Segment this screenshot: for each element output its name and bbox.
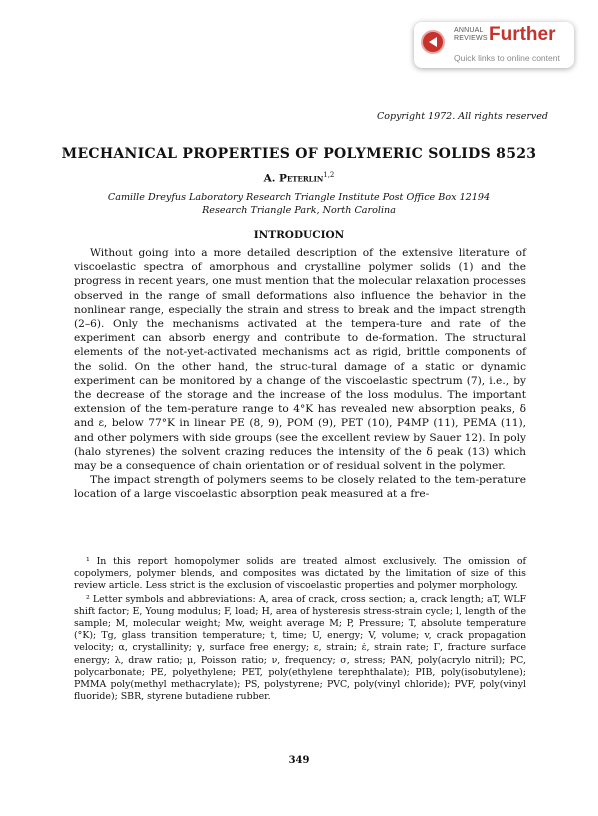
copyright-line: Copyright 1972. All rights reserved (377, 111, 548, 122)
page-number: 349 (288, 755, 310, 766)
author-name: A. Peterlin (263, 172, 324, 185)
footnote: ² Letter symbols and abbreviations: A, area of crack, cross section; a, crack length; aT, WLF shift factor; E, Young modulus; F, load; H, area of hysteresis stress-strain cycle; l, length of the sample; M, molecular weight; Mw, weight average M; P, Pressure; T, absolute temperature (°K); Tg, glass transition temperature; t, time; U, energy; V, volume; v, crack propagation velocity; α, crystallinity; γ, surface free energy; ε, strain; ε̇, strain rate; Γ, fracture surface energy; λ, draw ratio; μ, Poisson ratio; ν, frequency; σ, stress; PAN, poly(acrylo nitril); PC, polycarbonate; PE, polyethylene; PET, poly(ethylene terephthalate); PIB, poly(isobutylene); PMMA poly(methyl methacrylate); PS, polystyrene; PVC, poly(vinyl chloride); PVF, poly(vinyl fluoride); SBR, styrene butadiene rubber. (74, 593, 526, 703)
banner-title: Further (489, 24, 556, 45)
further-banner[interactable] (414, 22, 574, 68)
author-footnote-marks: 1,2 (323, 171, 335, 179)
paragraph: The impact strength of polymers seems to be closely related to the tem-perature location of a large viscoelastic absorption peak measured at a fre- (74, 474, 526, 501)
banner-subtitle: Quick links to online content (454, 53, 560, 63)
affiliation (60, 191, 538, 217)
author-line (0, 171, 598, 185)
article-title: MECHANICAL PROPERTIES OF POLYMERIC SOLIDS 8523 (61, 146, 537, 162)
play-arrow-icon (421, 30, 445, 54)
body-text (74, 246, 526, 502)
affiliation-line-2: Research Triangle Park, North Carolina (202, 205, 396, 216)
paragraph: Without going into a more detailed description of the extensive literature of viscoelastic spectra of amorphous and crystalline polymer solids (1) and the progress in recent years, one must mention that the molecular relaxation processes observed in the range of small deformations also influence the behavior in the nonlinear range, especially the strain and stress to break and the impact strength (2–6). Only the mechanisms activated at the tempera-ture and rate of the experiment can absorb energy and contribute to de-formation. The structural elements of the not-yet-activated mechanisms act as rigid, brittle components of the solid. On the other hand, the struc-tural damage of a static or dynamic experiment can be monitored by a change of the viscoelastic spectrum (7), i.e., by the decrease of the storage and the increase of the loss modulus. The important extension of the tem-perature range to 4°K has revealed new absorption peaks, δ and ε, below 77°K in linear PE (8, 9), POM (9), PET (10), P4MP (11), PEMA (11), and other polymers with side groups (see the excellent review by Sauer 12). In poly (halo styrenes) the solvent crazing reduces the intensity of the δ peak (13) which may be a consequence of chain orientation or of residual solvent in the polymer. (74, 247, 526, 473)
section-heading: INTRODUCION (253, 229, 345, 241)
footnote: ¹ In this report homopolymer solids are treated almost exclusively. The omission of copolymers, polymer blends, and composites was dictated by the limitation of size of this review article. Less strict is the exclusion of viscoelastic properties and polymer morphology. (74, 556, 526, 592)
banner-brand: ANNUAL REVIEWS (454, 27, 488, 42)
footnotes (74, 556, 526, 704)
affiliation-line-1: Camille Dreyfus Laboratory Research Triangle Institute Post Office Box 12194 (107, 192, 491, 203)
